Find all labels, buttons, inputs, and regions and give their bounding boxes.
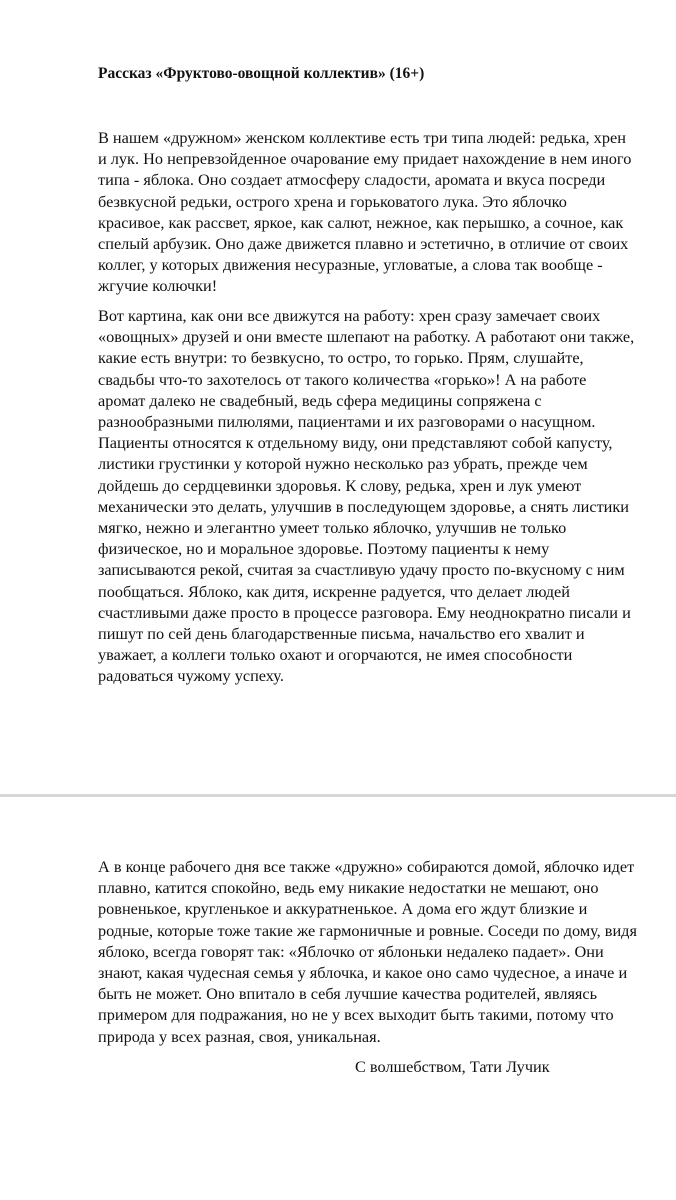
paragraph-line: ровненькое, кругленькое и аккуратненькое. А дома его ждут близкие и: [98, 899, 588, 919]
paragraph-line: и лук. Но непревзойденное очарование ему придает нахождение в нем иного: [98, 149, 632, 169]
paragraph-line: знают, какая чудесная семья у яблочка, и какое оно само чудесное, а иначе и: [98, 963, 628, 983]
paragraph-line: примером для подражания, но не у всех выходит быть такими, потому что: [98, 1005, 614, 1025]
paragraph-line: яблоко, всегда говорят так: «Яблочко от яблоньки недалеко падает». Они: [98, 941, 604, 961]
paragraph-line: свадьбы что-то захотелось от такого количества «горько»! А на работе: [98, 369, 587, 389]
paragraph-2: [98, 305, 638, 687]
paragraph-line: В нашем «дружном» женском коллективе есть три типа людей: редька, хрен: [98, 128, 626, 147]
paragraph-line: мягко, нежно и элегантно умеет только яблочко, улучшив не только: [98, 518, 567, 538]
paragraph-line: разнообразными пилюлями, пациентами и их разговорами о насущном.: [98, 412, 596, 432]
paragraph-line: Вот картина, как они все движутся на работу: хрен сразу замечает своих: [98, 306, 601, 325]
paragraph-1: [98, 127, 638, 297]
paragraph-line: пообщаться. Яблоко, как дитя, искренне радуется, что делает людей: [98, 581, 570, 601]
paragraph-line: записываются рекой, считая за счастливую удачу просто по-вкусному с ним: [98, 560, 625, 580]
paragraph-line: природа у всех разная, своя, уникальная.: [98, 1026, 381, 1046]
paragraph-line: радоваться чужому успеху.: [98, 666, 284, 686]
paragraph-line: пишут по сей день благодарственные письма, начальство его хвалит и: [98, 624, 585, 644]
paragraph-line: коллег, у которых движения несуразные, угловатые, а слова так вообще -: [98, 255, 603, 275]
paragraph-line: типа - яблока. Оно создает атмосферу сладости, аромата и вкуса посреди: [98, 170, 606, 190]
paragraph-3: [98, 856, 638, 1047]
paragraph-line: счастливыми даже просто в процессе разговора. Ему неоднократно писали и: [98, 602, 631, 622]
paragraph-line: листики грустинки у которой нужно несколько раз убрать, прежде чем: [98, 454, 588, 474]
paragraph-line: родные, которые тоже такие же гармоничные и ровные. Соседи по дому, видя: [98, 920, 637, 940]
document-page-2: [0, 797, 676, 1200]
paragraph-line: «овощных» друзей и они вместе шлепают на работку. А работают они также,: [98, 327, 635, 347]
paragraph-line: красивое, как рассвет, яркое, как салют, нежное, как перышко, а сочное, как: [98, 212, 624, 232]
paragraph-line: А в конце рабочего дня все также «дружно» собираются домой, яблочко идет: [98, 857, 635, 876]
paragraph-line: аромат далеко не свадебный, ведь сфера медицины сопряжена с: [98, 390, 542, 410]
paragraph-line: жгучие колючки!: [98, 276, 218, 296]
paragraph-line: Пациенты относятся к отдельному виду, они представляют собой капусту,: [98, 433, 613, 453]
paragraph-line: какие есть внутри: то безвкусно, то остро, то горько. Прям, слушайте,: [98, 348, 584, 368]
paragraph-line: механически это делать, улучшив в последующем здоровье, а снять листики: [98, 496, 630, 516]
paragraph-line: быть не может. Оно впитало в себя лучшие качества родителей, являясь: [98, 984, 598, 1004]
paragraph-line: плавно, катится спокойно, ведь ему никакие недостатки не мешают, оно: [98, 878, 599, 898]
paragraph-line: уважает, а коллеги только охают и огорчаются, не имея способности: [98, 645, 573, 665]
paragraph-line: дойдешь до сердцевинки здоровья. К слову, редька, хрен и лук умеют: [98, 475, 582, 495]
author-signature: С волшебством, Тати Лучик: [355, 1057, 550, 1076]
paragraph-line: спелый арбузик. Оно даже движется плавно и эстетично, в отличие от своих: [98, 234, 629, 254]
story-title: Рассказ «Фруктово-овощной коллектив» (16+): [98, 65, 425, 82]
paragraph-line: безвкусной редьки, острого хрена и горьковатого лука. Это яблочко: [98, 191, 567, 211]
paragraph-line: физическое, но и моральное здоровье. Поэтому пациенты к нему: [98, 539, 550, 559]
